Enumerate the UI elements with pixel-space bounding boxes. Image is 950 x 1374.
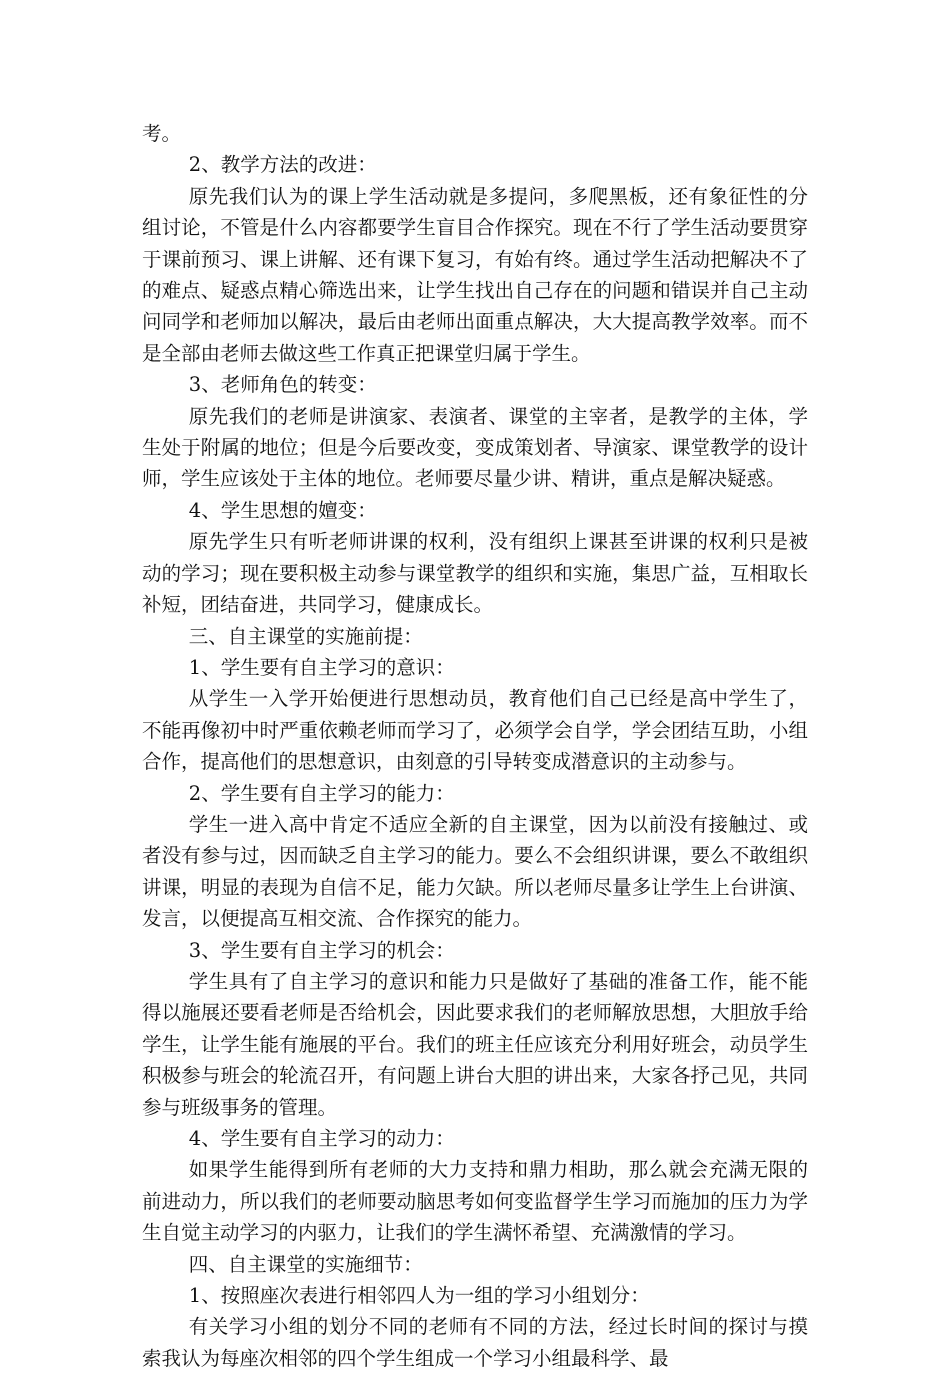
paragraph: 有关学习小组的划分不同的老师有不同的方法，经过长时间的探讨与摸索我认为每座次相邻的四个学生组成一个学习小组最科学、最: [142, 1315, 808, 1370]
heading-ability: 2、学生要有自主学习的能力：: [188, 781, 455, 805]
paragraph-continuation: 考。: [142, 122, 182, 145]
heading-student-thinking-change: 4、学生思想的嬗变：: [188, 498, 377, 522]
paragraph: 原先学生只有听老师讲课的权利，没有组织上课甚至讲课的权利只是被动的学习；现在要积极主动参与课堂教学的组织和实施，集思广益，互相取长补短，团结奋进，共同学习，健康成长。: [142, 530, 808, 617]
paragraph: 原先我们认为的课上学生活动就是多提问，多爬黑板，还有象征性的分组讨论，不管是什么内容都要学生盲目合作探究。现在不行了学生活动要贯穿于课前预习、课上讲解、还有课下复习，有始有终。通过学生活动把解决不了的难点、疑惑点精心筛选出来，让学生找出自己存在的问题和错误并自己主动问同学和老师加以解决，最后由老师出面重点解决，大大提高教学效率。而不是全部由老师去做这些工作真正把课堂归属于学生。: [142, 184, 808, 365]
heading-teacher-role-change: 3、老师角色的转变：: [188, 373, 377, 397]
paragraph: 学生一进入高中肯定不适应全新的自主课堂，因为以前没有接触过、或者没有参与过，因而缺乏自主学习的能力。要么不会组织讲课，要么不敢组织讲课，明显的表现为自信不足，能力欠缺。所以老师尽量多让学生上台讲演、发言，以便提高互相交流、合作探究的能力。: [142, 812, 808, 931]
heading-motivation: 4、学生要有自主学习的动力：: [188, 1127, 455, 1150]
document-body: [142, 118, 808, 1374]
heading-opportunity: 3、学生要有自主学习的机会：: [188, 938, 455, 962]
section-heading-details: 四、自主课堂的实施细节：: [188, 1252, 423, 1276]
heading-teaching-method-improvement: 2、教学方法的改进：: [188, 153, 377, 177]
heading-group-division: 1、按照座次表进行相邻四人为一组的学习小组划分：: [188, 1284, 650, 1308]
paragraph: 从学生一入学开始便进行思想动员，教育他们自己已经是高中学生了，不能再像初中时严重依赖老师而学习了，必须学会自学，学会团结互助，小组合作，提高他们的思想意识，由刻意的引导转变成潜意识的主动参与。: [142, 687, 808, 774]
heading-awareness: 1、学生要有自主学习的意识：: [188, 655, 455, 679]
paragraph: 原先我们的老师是讲演家、表演者、课堂的主宰者，是教学的主体，学生处于附属的地位；但是今后要改变，变成策划者、导演家、课堂教学的设计师，学生应该处于主体的地位。老师要尽量少讲、精讲，重点是解决疑惑。: [142, 404, 808, 491]
paragraph: 如果学生能得到所有老师的大力支持和鼎力相助，那么就会充满无限的前进动力，所以我们的老师要动脑思考如何变监督学生学习而施加的压力为学生自觉主动学习的内驱力，让我们的学生满怀希望、充满激情的学习。: [142, 1158, 808, 1245]
section-heading-prerequisites: 三、自主课堂的实施前提：: [188, 624, 423, 648]
paragraph: 学生具有了自主学习的意识和能力只是做好了基础的准备工作，能不能得以施展还要看老师是否给机会，因此要求我们的老师解放思想，大胆放手给学生，让学生能有施展的平台。我们的班主任应该充分利用好班会，动员学生积极参与班会的轮流召开，有问题上讲台大胆的讲出来，大家各抒己见，共同参与班级事务的管理。: [142, 969, 808, 1119]
